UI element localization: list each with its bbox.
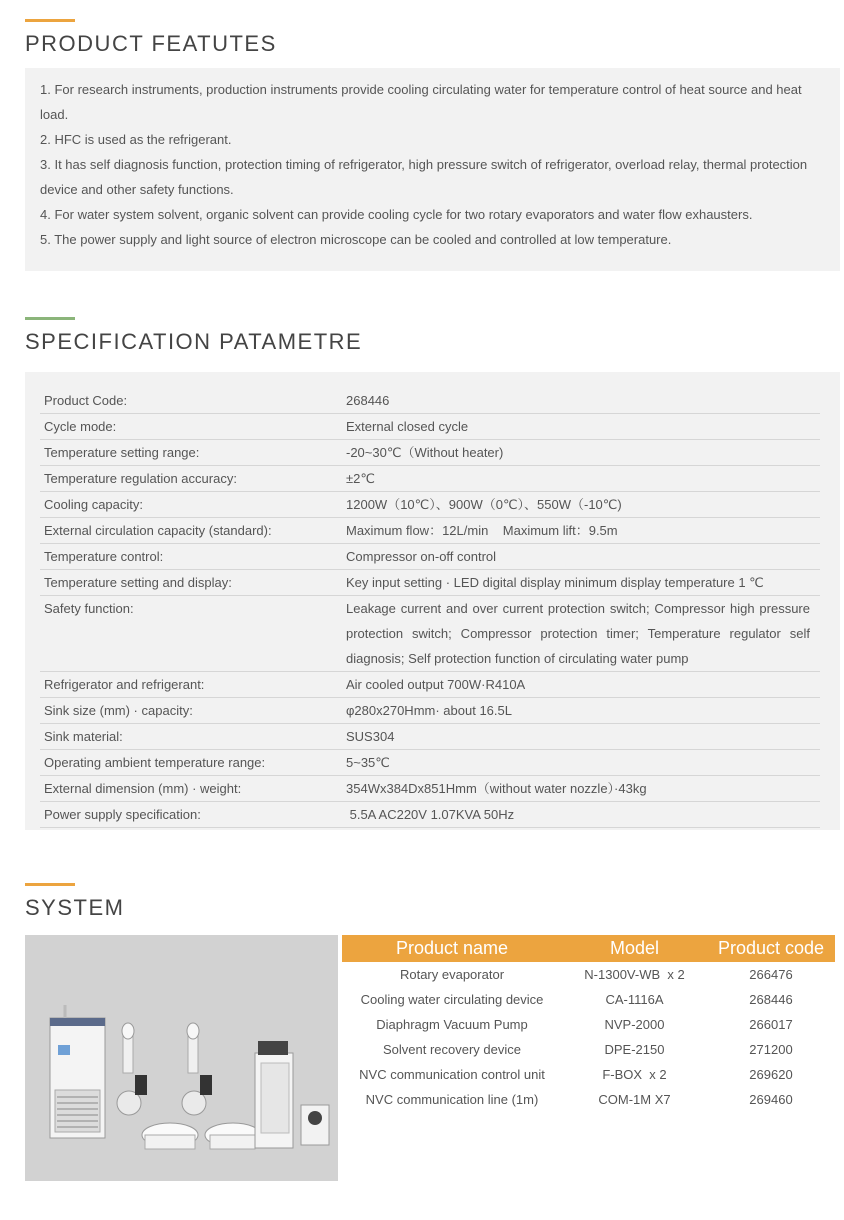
system-title: SYSTEM	[25, 895, 125, 920]
product-code-cell: 266476	[749, 967, 793, 982]
system-product-image	[25, 935, 338, 1181]
spec-heading	[25, 317, 362, 355]
feature-item: 4. For water system solvent, organic solvent can provide cooling cycle for two rotary evaporators and water flow exhausters.	[40, 207, 753, 222]
spec-label: Refrigerator and refrigerant:	[44, 677, 205, 692]
product-name-cell: Solvent recovery device	[382, 1042, 521, 1057]
spec-row	[40, 698, 820, 724]
spec-label: Temperature control:	[44, 549, 164, 564]
spec-label: Temperature regulation accuracy:	[44, 471, 237, 486]
spec-row	[40, 414, 820, 440]
spec-row	[40, 672, 820, 698]
spec-label: External dimension (mm) · weight:	[44, 781, 242, 796]
spec-value: Air cooled output 700W·R410A	[346, 677, 526, 692]
spec-accent-line	[25, 317, 75, 320]
features-accent-line	[25, 19, 75, 22]
spec-value: -20~30℃（Without heater)	[346, 445, 504, 460]
table-row	[342, 962, 835, 987]
spec-value: SUS304	[346, 729, 395, 744]
spec-value: External closed cycle	[346, 419, 469, 434]
product-name-cell: Diaphragm Vacuum Pump	[376, 1017, 528, 1032]
spec-value: φ280x270Hmm· about 16.5L	[346, 703, 512, 718]
product-name-cell: Cooling water circulating device	[360, 992, 544, 1007]
spec-label: Temperature setting and display:	[44, 575, 232, 590]
spec-row	[40, 544, 820, 570]
product-name-cell: NVC communication line (1m)	[365, 1092, 539, 1107]
spec-table	[25, 372, 840, 830]
model-cell: N-1300V-WB x 2	[584, 967, 685, 982]
model-cell: COM-1M X7	[598, 1092, 671, 1107]
table-row	[342, 1062, 835, 1087]
system-table	[342, 935, 835, 1112]
table-row	[342, 1087, 835, 1112]
spec-value: Key input setting · LED digital display minimum display temperature 1 ℃	[346, 575, 764, 590]
spec-row	[40, 518, 820, 544]
feature-item: 2. HFC is used as the refrigerant.	[40, 132, 232, 147]
product-name-cell: Rotary evaporator	[399, 967, 505, 982]
spec-value: Compressor on-off control	[346, 549, 497, 564]
model-cell: CA-1116A	[605, 992, 664, 1007]
spec-row	[40, 750, 820, 776]
table-row	[342, 1012, 835, 1037]
table-row	[342, 1037, 835, 1062]
features-title: PRODUCT FEATUTES	[25, 31, 277, 56]
model-cell: DPE-2150	[604, 1042, 665, 1057]
product-code-cell: 268446	[749, 992, 793, 1007]
product-code-cell: 266017	[749, 1017, 793, 1032]
spec-title: SPECIFICATION PATAMETRE	[25, 329, 363, 354]
equipment-illustration	[25, 935, 338, 1181]
feature-item: 1. For research instruments, production instruments provide cooling circulating water for temperature control of heat source and heat load.	[40, 82, 802, 122]
spec-label: Power supply specification:	[44, 807, 201, 822]
spec-value: ±2℃	[346, 471, 375, 486]
spec-row	[40, 440, 820, 466]
product-code-cell: 269620	[749, 1067, 793, 1082]
spec-row	[40, 802, 820, 828]
features-panel	[25, 68, 840, 271]
spec-value: Maximum flow：12L/min Maximum lift：9.5m	[346, 523, 618, 538]
spec-label: Safety function:	[44, 601, 134, 616]
spec-value: 1200W（10℃）、900W（0℃）、550W（-10℃)	[346, 497, 622, 512]
spec-label: Cycle mode:	[44, 419, 117, 434]
model-cell: F-BOX x 2	[602, 1067, 667, 1082]
system-table-header	[342, 935, 835, 962]
spec-row	[40, 492, 820, 518]
spec-row	[40, 388, 820, 414]
model-cell: NVP-2000	[604, 1017, 665, 1032]
spec-value: 354Wx384Dx851Hmm（without water nozzle）·43kg	[346, 781, 647, 796]
table-row	[342, 987, 835, 1012]
header-model: Model	[609, 938, 660, 958]
spec-row	[40, 724, 820, 750]
spec-value: 5.5A AC220V 1.07KVA 50Hz	[346, 807, 515, 822]
spec-label: External circulation capacity (standard):	[44, 523, 272, 538]
product-code-cell: 271200	[749, 1042, 793, 1057]
header-product-name: Product name	[395, 938, 509, 958]
spec-label: Operating ambient temperature range:	[44, 755, 266, 770]
spec-label: Product Code:	[44, 393, 128, 408]
spec-row	[40, 570, 820, 596]
product-name-cell: NVC communication control unit	[359, 1067, 545, 1082]
spec-label: Sink size (mm) · capacity:	[44, 703, 193, 718]
spec-row	[40, 596, 820, 672]
feature-item: 5. The power supply and light source of electron microscope can be cooled and controlled at low temperature.	[40, 232, 672, 247]
product-code-cell: 269460	[749, 1092, 793, 1107]
feature-item: 3. It has self diagnosis function, protection timing of refrigerator, high pressure switch of refrigerator, overload relay, thermal protection device and other safety functions.	[40, 157, 808, 197]
system-accent-line	[25, 883, 75, 886]
header-product-code: Product code	[717, 938, 825, 958]
spec-row	[40, 466, 820, 492]
spec-label: Sink material:	[44, 729, 123, 744]
spec-value: 5~35℃	[346, 755, 390, 770]
spec-row	[40, 776, 820, 802]
system-heading	[25, 883, 124, 921]
spec-label: Temperature setting range:	[44, 445, 200, 460]
spec-label: Cooling capacity:	[44, 497, 143, 512]
spec-value: Leakage current and over current protection switch; Compressor high pressure protection switch; Compressor protection timer; Temperature regulator self diagnosis; Self protection function of circulating water pump	[346, 601, 810, 666]
features-heading	[25, 19, 277, 57]
spec-value: 268446	[346, 393, 390, 408]
